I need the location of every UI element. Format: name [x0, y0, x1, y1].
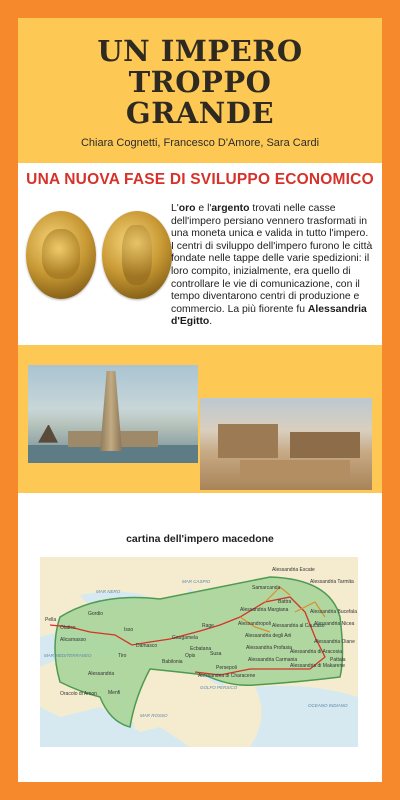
coins-image	[24, 211, 174, 301]
poster	[18, 18, 382, 782]
label-gordio: Gordio	[88, 611, 104, 617]
label-alicarnasso: Alicarnasso	[60, 637, 86, 643]
text-fragment: e l'	[195, 203, 212, 214]
label-olatico: Olatico	[60, 625, 76, 631]
label-samarcanda: Samarcanda	[252, 585, 281, 591]
label-susa: Susa	[210, 651, 222, 657]
map-title: cartina dell'impero macedone	[126, 533, 274, 545]
label-alessandropoli: Alessandropoli	[238, 621, 271, 627]
lighthouse-image	[28, 365, 198, 463]
authors: Chiara Cognetti, Francesco D'Amore, Sara Cardi	[80, 137, 320, 149]
text-fragment: .	[209, 316, 213, 328]
title-line-2: TROPPO	[128, 65, 272, 99]
coin-front-image	[26, 211, 96, 299]
label-caucaso: Alessandria al Caucaso	[272, 623, 325, 629]
coin-back-image	[102, 211, 172, 299]
label-ecbatana: Ecbatana	[190, 646, 212, 652]
label-opis: Opis	[185, 653, 196, 659]
economy-section	[18, 163, 382, 345]
empire-map	[40, 557, 358, 747]
label-makarene: Alessandria di Makarene	[290, 663, 346, 669]
label-mar-caspio: MAR CASPIO	[182, 579, 211, 584]
section-title: UNA NUOVA FASE DI SVILUPPO ECONOMICO	[26, 171, 374, 188]
photos-section	[18, 345, 382, 493]
label-damasco: Damasco	[136, 643, 158, 649]
label-arii: Alessandria degli Arii	[245, 633, 292, 639]
label-alessandria: Alessandria	[88, 671, 115, 677]
label-escate: Alessandria Escate	[272, 567, 315, 573]
label-pattala: Pattala	[330, 657, 346, 663]
label-oracolo: Oracolo di Amon	[60, 691, 97, 697]
label-bucefala: Alessandria Bucefala	[310, 609, 357, 615]
label-pella: Pella	[45, 617, 57, 623]
word-argento: argento	[211, 203, 250, 214]
label-rage: Rage	[202, 623, 214, 629]
word-oro: oro	[178, 203, 196, 214]
header	[18, 18, 382, 163]
label-oiane: Alessandria Oiane	[314, 639, 355, 645]
label-carmania: Alessandria Carmania	[248, 657, 298, 663]
label-golfo-persico: GOLFO PERSICO	[200, 685, 238, 690]
map-section	[18, 493, 382, 782]
label-margiana: Alessandria Margiana	[240, 607, 289, 613]
title-line-1: UN IMPERO	[97, 34, 303, 68]
label-isso: Isso	[124, 627, 134, 633]
label-battra: Battra	[278, 599, 292, 605]
label-characene: Alessandria di Characene	[198, 673, 256, 679]
label-persepoli: Persepoli	[216, 665, 237, 671]
label-tiro: Tiro	[118, 653, 127, 659]
label-tarmita: Alessandria Tarmita	[310, 579, 354, 585]
label-gaugamela: Gaugamela	[172, 635, 198, 641]
ruins-image	[200, 398, 372, 490]
label-mar-rosso: MAR ROSSO	[140, 713, 168, 718]
label-mar-nero: MAR NERO	[96, 589, 121, 594]
label-nicea: Alessandria Nicea	[314, 621, 355, 627]
label-mediterraneo: MAR MEDITERRANEO	[44, 653, 92, 658]
city-alessandria: Alessandria d'Egitto	[171, 303, 367, 328]
label-profasia: Alessandria Profasia	[246, 645, 292, 651]
page-title	[18, 18, 382, 129]
label-oceano-indiano: OCEANO INDIANO	[308, 703, 348, 708]
text-fragment: I centri di sviluppo dell'impero furono le città fondate nelle tappe delle varie spedizioni: il loro compito, inizialmente, era quello di controllare le vie di comunicazione, con il tempo diventarono centri di produzione e commercio. La più fiorente fu	[171, 240, 373, 315]
title-line-3: GRANDE	[125, 96, 275, 130]
text-fragment: L'	[171, 203, 179, 214]
text-fragment: trovati nelle casse dell'impero persiano vennero trasformati in una moneta unica e valida in tutto l'impero.	[171, 203, 369, 240]
label-menfi: Menfi	[108, 690, 121, 696]
economy-text	[171, 203, 377, 329]
map-graphic	[40, 557, 358, 747]
label-babilonia: Babilonia	[162, 659, 183, 665]
label-aracosia: Alessandria di Aracosia	[290, 649, 342, 655]
